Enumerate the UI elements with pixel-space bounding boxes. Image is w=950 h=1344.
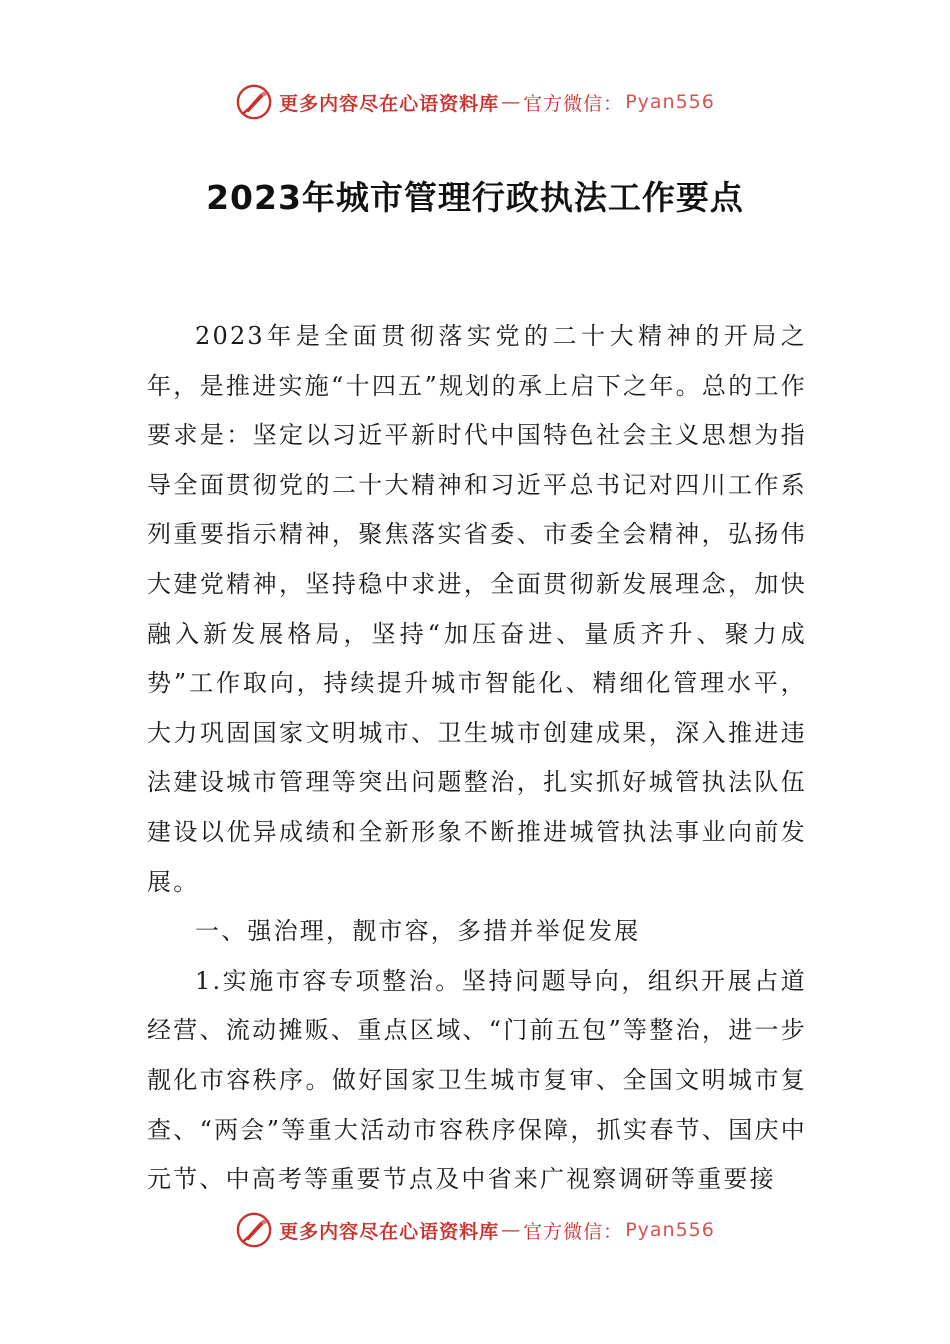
- banner-separator: —: [501, 91, 522, 113]
- banner-official-label: 官方微信：: [523, 1220, 624, 1243]
- header-watermark-banner: [0, 82, 950, 122]
- banner-brand-text: 更多内容尽在心语资料库: [279, 1220, 500, 1243]
- banner-wechat-id: Pyan556: [625, 1219, 715, 1241]
- banner-official-label: 官方微信：: [523, 92, 624, 115]
- intro-paragraph: 2023年是全面贯彻落实党的二十大精神的开局之年，是推进实施“十四五”规划的承上启下之年。总的工作要求是：坚定以习近平新时代中国特色社会主义思想为指导全面贯彻党的二十大精神和习近平总书记对四川工作系列重要指示精神，聚焦落实省委、市委全会精神，弘扬伟大建党精神，坚持稳中求进，全面贯彻新发展理念，加快融入新发展格局，坚持“加压奋进、量质齐升、聚力成势”工作取向，持续提升城市智能化、精细化管理水平，大力巩固国家文明城市、卫生城市创建成果，深入推进违法建设城市管理等突出问题整治，扎实抓好城管执法队伍建设以优异成绩和全新形象不断推进城管执法事业向前发展。: [147, 322, 807, 896]
- item-paragraph-1: 1.实施市容专项整治。坚持问题导向，组织开展占道经营、流动摊贩、重点区域、“门前五包”等整治，进一步靓化市容秩序。做好国家卫生城市复审、全国文明城市复查、“两会”等重大活动市容秩序保障，抓实春节、国庆中元节、中高考等重要节点及中省来广视察调研等重要接: [147, 966, 807, 1194]
- quill-logo-icon: [235, 83, 273, 121]
- banner-wechat-id: Pyan556: [625, 91, 715, 113]
- banner-brand-text: 更多内容尽在心语资料库: [279, 92, 500, 115]
- quill-logo-icon: [235, 1211, 273, 1249]
- document-body: [147, 312, 807, 1205]
- banner-separator: —: [501, 1219, 522, 1241]
- document-title: 2023年城市管理行政执法工作要点: [206, 178, 744, 217]
- footer-watermark-banner: [0, 1210, 950, 1250]
- section-heading-1: 一、强治理，靓市容，多措并举促发展: [195, 917, 641, 946]
